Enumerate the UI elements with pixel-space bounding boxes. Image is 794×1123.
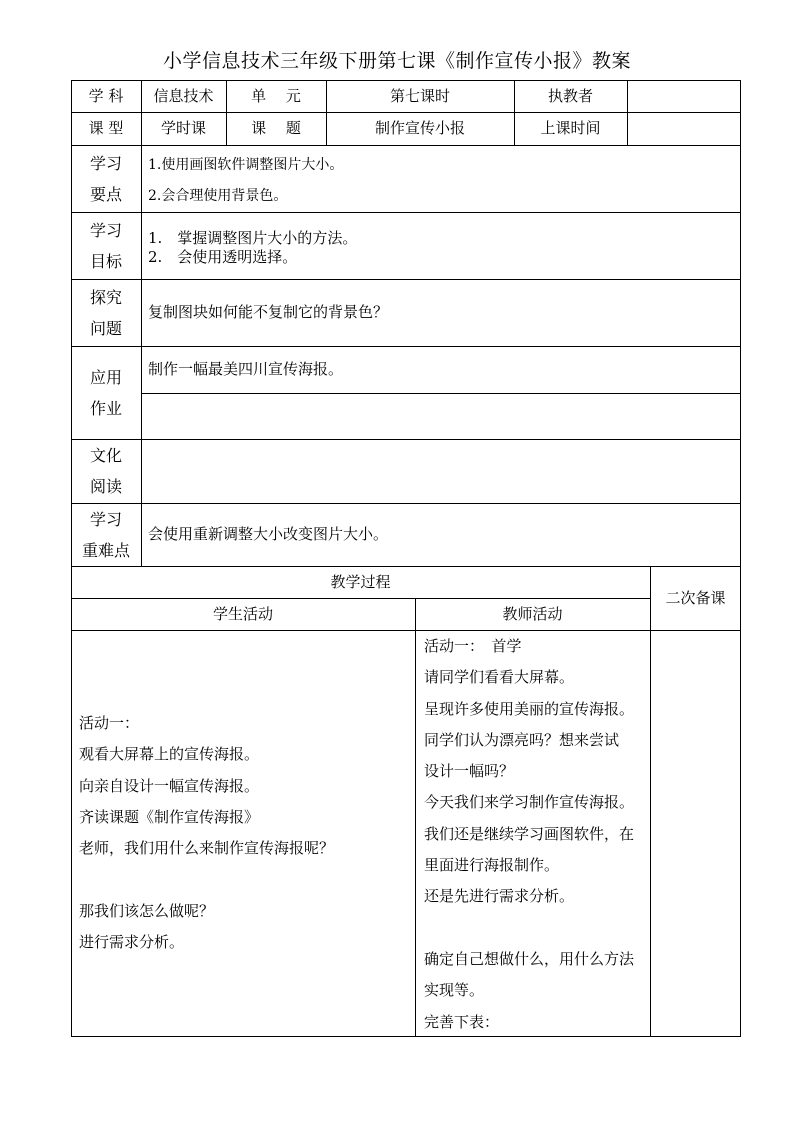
row-divider	[71, 112, 741, 113]
row-divider	[71, 145, 741, 146]
col-divider	[415, 598, 416, 1037]
student-activity-header: 学生活动	[212, 605, 273, 623]
row-divider	[71, 598, 650, 599]
row-divider	[71, 630, 741, 631]
unit-label: 单 元	[251, 87, 301, 105]
label-line: 学习	[89, 221, 122, 240]
inquiry-text: 复制图块如何能不复制它的背景色？	[148, 303, 389, 321]
row-divider	[71, 212, 741, 213]
student-activity-text	[79, 708, 334, 958]
row-divider	[71, 279, 741, 280]
difficulty-label	[71, 504, 141, 566]
text-line: 齐读课题《制作宣传海报》	[79, 807, 260, 826]
text-line: 那我们该怎么做呢？	[79, 901, 215, 920]
homework-text: 制作一幅最美四川宣传海报。	[148, 360, 344, 378]
text-line: 活动一： 首学	[424, 637, 522, 655]
objectives-label	[71, 215, 141, 277]
text-line: 完善下表：	[424, 1012, 500, 1031]
key-point-item: 1.使用画图软件调整图片大小。	[148, 157, 344, 173]
text-line: 今天我们来学习制作宣传海报。	[424, 793, 635, 812]
teacher-label: 执教者	[547, 87, 593, 105]
unit-value: 第七课时	[389, 87, 450, 105]
teacher-activity-header: 教师活动	[502, 605, 563, 623]
text-line: 设计一幅吗？	[424, 762, 515, 781]
label-line: 问题	[89, 319, 122, 338]
label-line: 学习	[89, 510, 122, 529]
inquiry-label	[71, 282, 141, 344]
text-line	[424, 913, 634, 944]
culture-label	[71, 440, 141, 502]
text-line: 活动一：	[79, 714, 140, 732]
text-line: 实现等。	[424, 981, 485, 1000]
page-title: 小学信息技术三年级下册第七课《制作宣传小报》教案	[162, 50, 631, 72]
row-divider	[71, 503, 741, 504]
process-title: 教学过程	[330, 573, 391, 591]
text-line: 观看大屏幕上的宣传海报。	[79, 745, 260, 764]
text-line: 确定自己想做什么，用什么方法	[424, 949, 635, 968]
lesson-type-label: 课 型	[88, 119, 124, 137]
topic-label: 课 题	[251, 119, 301, 137]
label-line: 要点	[89, 185, 122, 204]
label-line: 探究	[89, 288, 122, 307]
text-line	[79, 864, 334, 895]
lesson-type-value: 学时课	[160, 119, 206, 137]
text-line: 呈现许多使用美丽的宣传海报。	[424, 699, 635, 718]
text-line: 进行需求分析。	[79, 933, 185, 952]
homework-label	[71, 362, 141, 424]
label-line: 应用	[89, 368, 122, 387]
label-line: 目标	[89, 252, 122, 271]
label-line: 学习	[89, 154, 122, 173]
label-line: 阅读	[89, 477, 122, 496]
col-divider	[141, 80, 142, 566]
col-divider	[627, 80, 628, 145]
key-points-label	[71, 148, 141, 210]
text-line: 老师，我们用什么来制作宣传海报呢？	[79, 839, 335, 858]
text-line: 里面进行海报制作。	[424, 856, 560, 875]
text-line: 向亲自设计一幅宣传海报。	[79, 776, 260, 795]
text-line: 请同学们看看大屏幕。	[424, 668, 575, 687]
row-divider	[71, 346, 741, 347]
label-line: 重难点	[81, 541, 130, 560]
label-line: 作业	[89, 399, 122, 418]
text-line: 我们还是继续学习画图软件，在	[424, 824, 635, 843]
difficulty-text: 会使用重新调整大小改变图片大小。	[148, 525, 389, 543]
col-divider	[650, 566, 651, 1037]
row-divider	[71, 566, 741, 567]
objective-item: 2. 会使用透明选择。	[148, 248, 298, 266]
label-line: 文化	[89, 446, 122, 465]
class-time-label: 上课时间	[540, 119, 601, 137]
secondary-prep-header: 二次备课	[665, 589, 726, 607]
subject-value: 信息技术	[153, 87, 214, 105]
teacher-activity-text	[424, 631, 634, 1038]
text-line: 还是先进行需求分析。	[424, 887, 575, 906]
row-divider	[141, 393, 741, 394]
row-divider	[71, 439, 741, 440]
key-point-item: 2.会合理使用背景色。	[148, 188, 288, 204]
subject-label: 学 科	[88, 87, 124, 105]
text-line: 同学们认为漂亮吗？想来尝试	[424, 730, 620, 749]
topic-value: 制作宣传小报	[374, 119, 465, 137]
objective-item: 1. 掌握调整图片大小的方法。	[148, 229, 358, 247]
